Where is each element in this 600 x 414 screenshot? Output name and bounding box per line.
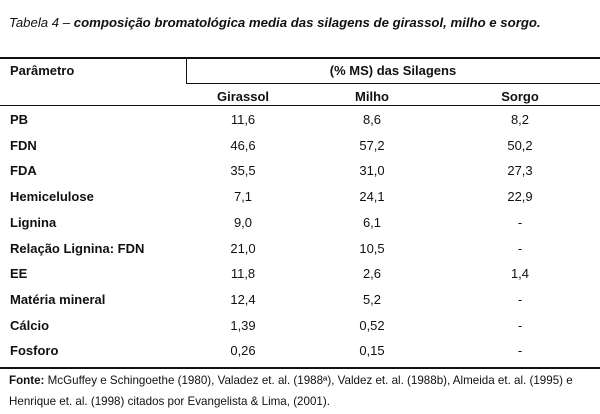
row-label: Lignina [10,215,57,230]
cell-milho: 8,6 [362,112,382,127]
row-label: Matéria mineral [10,292,106,307]
cell-girassol: 11,8 [230,266,256,281]
col-header-sorgo: Sorgo [501,89,539,104]
row-label: Fosforo [10,343,59,358]
cell-girassol: 46,6 [230,138,256,153]
cell-sorgo: 22,9 [507,189,533,204]
group-header: (% MS) das Silagens [329,63,457,78]
cell-girassol: 35,5 [230,163,256,178]
cell-milho: 6,1 [362,215,382,230]
cell-milho: 31,0 [359,163,385,178]
cell-sorgo: 8,2 [510,112,530,127]
top-rule [0,57,600,59]
cell-sorgo: - [517,318,523,333]
table-caption [9,11,594,34]
cell-girassol: 1,39 [230,318,256,333]
table-footnote [9,370,594,412]
cell-milho: 10,5 [359,241,385,256]
cell-milho: 0,15 [359,343,385,358]
header-rule [0,105,600,106]
cell-sorgo: - [517,241,523,256]
row-label: Cálcio [10,318,50,333]
cell-girassol: 11,6 [230,112,256,127]
row-label: FDA [10,163,37,178]
footnote-label: Fonte: [9,374,45,387]
cell-milho: 2,6 [362,266,382,281]
cell-sorgo: - [517,215,523,230]
caption-lead: Tabela 4 – [9,15,74,30]
cell-girassol: 21,0 [230,241,256,256]
row-label: PB [10,112,29,127]
cell-milho: 0,52 [359,318,385,333]
param-header: Parâmetro [10,63,75,78]
bottom-rule [0,367,600,369]
col-header-milho: Milho [355,89,389,104]
cell-girassol: 0,26 [230,343,256,358]
cell-girassol: 7,1 [233,189,253,204]
caption-title: composição bromatológica media das silagens de girassol, milho e sorgo. [73,15,541,30]
cell-milho: 24,1 [359,189,385,204]
group-underline [186,83,600,84]
cell-milho: 5,2 [362,292,382,307]
row-label: EE [10,266,28,281]
row-label: Relação Lignina: FDN [10,241,145,256]
row-label: FDN [10,138,37,153]
cell-sorgo: 27,3 [507,163,533,178]
cell-milho: 57,2 [359,138,385,153]
cell-sorgo: - [517,343,523,358]
cell-sorgo: - [517,292,523,307]
cell-sorgo: 50,2 [507,138,533,153]
cell-sorgo: 1,4 [510,266,530,281]
col-header-girassol: Girassol [216,89,270,104]
footnote-text: McGuffey e Schingoethe (1980), Valadez et. al. (1988ª), Valdez et. al. (1988b), Almeida et. al. (1995) e Henrique et. al. (1998) citados por Evangelista & Lima, (2001). [9,374,573,408]
cell-girassol: 12,4 [230,292,256,307]
cell-girassol: 9,0 [233,215,253,230]
row-label: Hemicelulose [10,189,94,204]
